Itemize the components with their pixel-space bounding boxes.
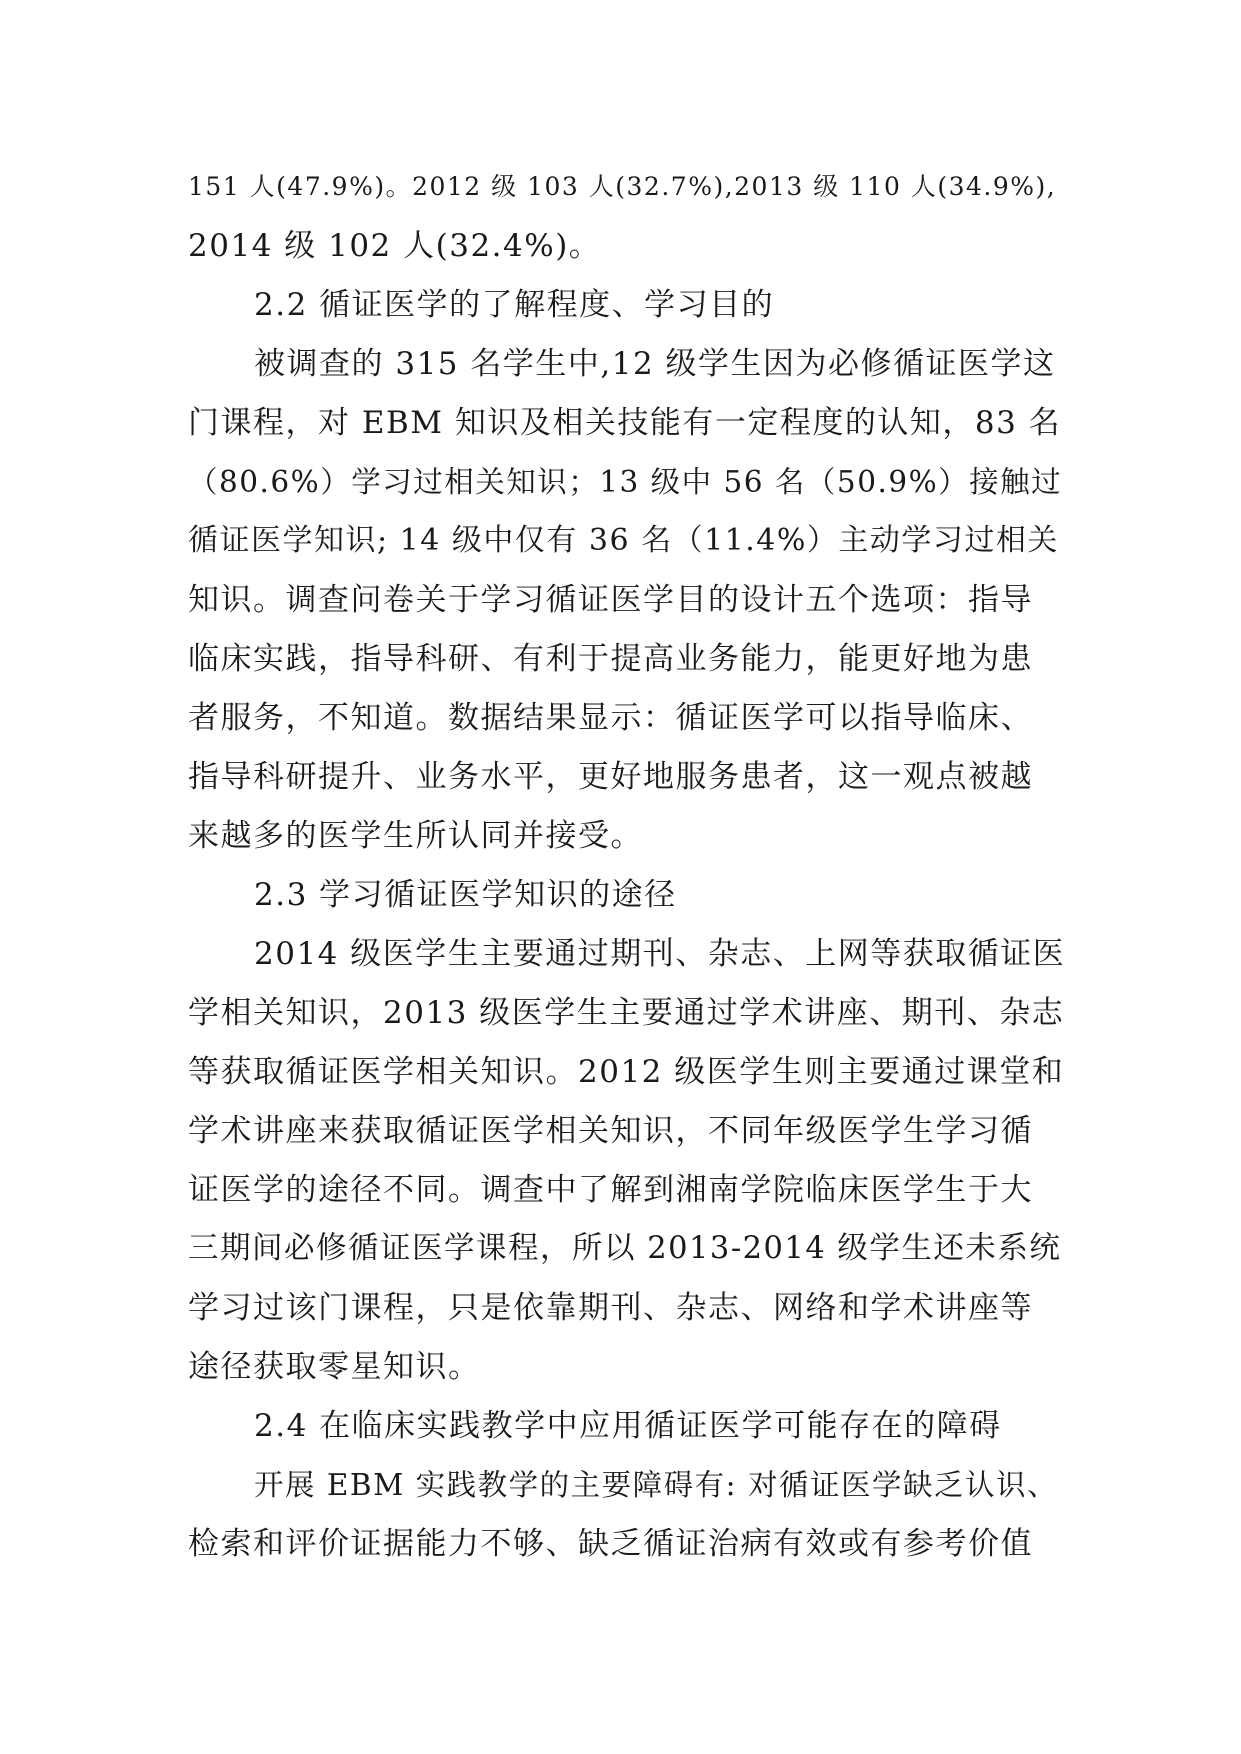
text-line: 学术讲座来获取循证医学相关知识，不同年级医学生学习循 [188,1113,1033,1149]
text-line: （80.6%）学习过相关知识；13 级中 56 名（50.9%）接触过 [188,465,1063,499]
text-line: 证医学的途径不同。调查中了解到湘南学院临床医学生于大 [188,1172,1033,1208]
section-heading-2-2: 2.2 循证医学的了解程度、学习目的 [254,287,775,323]
text-line: 等获取循证医学相关知识。2012 级医学生则主要通过课堂和 [188,1054,1065,1090]
text-line: 开展 EBM 实践教学的主要障碍有: 对循证医学缺乏认识、 [254,1468,1058,1502]
text-line: 2014 级医学生主要通过期刊、杂志、上网等获取循证医 [254,936,1066,972]
text-line: 指导科研提升、业务水平，更好地服务患者，这一观点被越 [188,759,1033,795]
section-heading-2-4: 2.4 在临床实践教学中应用循证医学可能存在的障碍 [254,1408,1002,1444]
text-line: 门课程，对 EBM 知识及相关技能有一定程度的认知，83 名 [188,405,1062,441]
text-line: 知识。调查问卷关于学习循证医学目的设计五个选项：指导 [188,582,1033,618]
text-line: 检索和评价证据能力不够、缺乏循证治病有效或有参考价值 [188,1526,1033,1562]
text-line: 临床实践，指导科研、有利于提高业务能力，能更好地为患 [188,641,1033,677]
text-line: 途径获取零星知识。 [188,1349,481,1385]
text-line: 2014 级 102 人(32.4%)。 [188,228,602,264]
text-line: 三期间必修循证医学课程，所以 2013-2014 级学生还未系统 [188,1231,1062,1266]
text-line: 151 人(47.9%)。2012 级 103 人(32.7%),2013 级 110 人(34.9%), [188,172,1057,201]
text-line: 循证医学知识; 14 级中仅有 36 名（11.4%）主动学习过相关 [188,523,1059,558]
section-heading-2-3: 2.3 学习循证医学知识的途径 [254,877,677,913]
text-line: 来越多的医学生所认同并接受。 [188,818,643,854]
text-line: 学相关知识，2013 级医学生主要通过学术讲座、期刊、杂志 [188,995,1065,1031]
text-line: 被调查的 315 名学生中,12 级学生因为必修循证医学这 [254,346,1056,382]
text-line: 学习过该门课程，只是依靠期刊、杂志、网络和学术讲座等 [188,1290,1033,1326]
text-line: 者服务，不知道。数据结果显示：循证医学可以指导临床、 [188,700,1033,736]
